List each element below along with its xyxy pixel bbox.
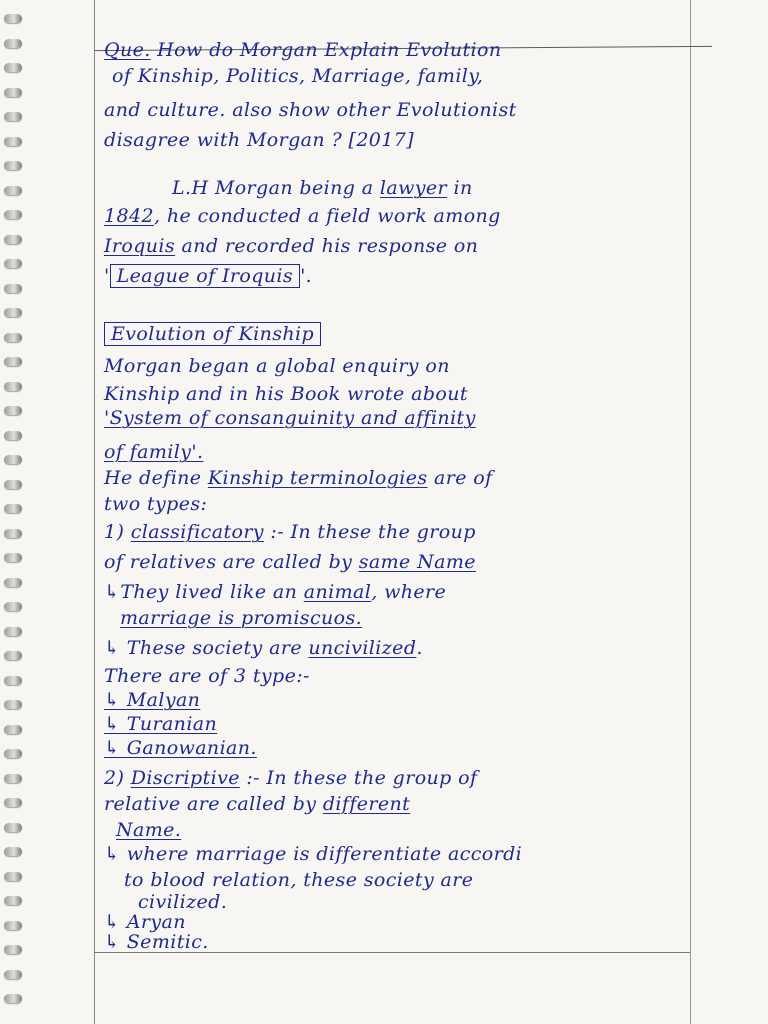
question-line-2: of Kinship, Politics, Marriage, family, xyxy=(112,65,484,87)
body-line-3: 'System of consanguinity and affinity xyxy=(104,407,476,429)
spiral-ring xyxy=(4,651,22,660)
spiral-ring xyxy=(4,798,22,807)
intro-iroquis: Iroquis xyxy=(104,235,176,257)
spiral-ring xyxy=(4,308,22,317)
spiral-ring xyxy=(4,406,22,415)
spiral-ring xyxy=(4,284,22,293)
spiral-ring xyxy=(4,774,22,783)
body-text: , where xyxy=(371,581,447,603)
question-line-4: disagree with Morgan ? [2017] xyxy=(104,129,415,151)
intro-quote: '. xyxy=(300,265,313,287)
spiral-ring xyxy=(4,39,22,48)
body-line-19: ↳ where marriage is differentiate accordi xyxy=(104,843,523,865)
spiral-ring xyxy=(4,259,22,268)
left-margin-line xyxy=(94,0,95,1024)
spiral-ring xyxy=(4,921,22,930)
spiral-ring xyxy=(4,847,22,856)
body-line-6: two types: xyxy=(104,493,208,515)
spiral-ring xyxy=(4,970,22,979)
body-line-9 xyxy=(104,580,446,604)
spiral-ring xyxy=(4,504,22,513)
body-line-14: ↳ Turanian xyxy=(104,713,218,735)
spiral-ring xyxy=(4,14,22,23)
body-text: :- In these the group xyxy=(263,521,476,543)
intro-line-4 xyxy=(104,264,312,288)
body-text: ↳They lived like an xyxy=(104,581,304,603)
intro-quote: ' xyxy=(104,265,110,287)
body-line-8 xyxy=(104,550,476,574)
body-line-12: There are of 3 type:- xyxy=(104,665,310,687)
body-line-18: Name. xyxy=(116,819,182,841)
spiral-ring xyxy=(4,602,22,611)
spiral-ring xyxy=(4,872,22,881)
body-line-10: marriage is promiscuos. xyxy=(120,607,363,629)
intro-year: 1842 xyxy=(104,205,154,227)
intro-book-title: League of Iroquis xyxy=(110,264,300,288)
body-line-16 xyxy=(104,766,477,790)
body-line-17 xyxy=(104,792,410,816)
body-text: He define xyxy=(104,467,208,489)
spiral-ring xyxy=(4,994,22,1003)
intro-text: L.H Morgan being a xyxy=(172,177,380,199)
question-line-3: and culture. also show other Evolutionist xyxy=(104,99,517,121)
intro-line-2 xyxy=(104,204,501,228)
body-text: :- In these the group of xyxy=(239,767,478,789)
body-underlined: Kinship terminologies xyxy=(207,467,428,489)
body-line-7 xyxy=(104,520,476,544)
right-margin-line xyxy=(690,0,691,1024)
spiral-ring xyxy=(4,63,22,72)
spiral-ring xyxy=(4,725,22,734)
spiral-ring xyxy=(4,186,22,195)
question-text-1: How do Morgan Explain Evolution xyxy=(157,39,502,61)
question-prefix: Que. xyxy=(104,39,151,61)
body-text: 1) xyxy=(104,521,131,543)
body-underlined: uncivilized xyxy=(308,637,417,659)
spiral-ring xyxy=(4,480,22,489)
intro-text: , he conducted a field work among xyxy=(153,205,501,227)
body-line-23: ↳ Semitic. xyxy=(104,931,209,953)
body-line-4: of family'. xyxy=(104,441,204,463)
spiral-ring xyxy=(4,431,22,440)
spiral-ring xyxy=(4,235,22,244)
spiral-ring xyxy=(4,553,22,562)
spiral-ring xyxy=(4,823,22,832)
spiral-ring xyxy=(4,627,22,636)
spiral-ring xyxy=(4,88,22,97)
body-line-13: ↳ Malyan xyxy=(104,689,201,711)
spiral-ring xyxy=(4,112,22,121)
body-underlined: different xyxy=(322,793,411,815)
question-line-1 xyxy=(104,38,502,62)
body-underlined: animal xyxy=(303,581,372,603)
body-underlined: classificatory xyxy=(130,521,264,543)
spiral-ring xyxy=(4,210,22,219)
section-heading: Evolution of Kinship xyxy=(104,322,321,346)
body-text: ↳ These society are xyxy=(104,637,309,659)
spiral-ring xyxy=(4,700,22,709)
spiral-ring xyxy=(4,137,22,146)
body-line-21: civilized. xyxy=(138,891,228,913)
intro-text: in xyxy=(447,177,473,199)
spiral-ring xyxy=(4,161,22,170)
section-heading-line xyxy=(104,322,321,346)
spiral-binding xyxy=(0,0,30,1024)
intro-text: and recorded his response on xyxy=(175,235,479,257)
body-line-2: Kinship and in his Book wrote about xyxy=(104,383,468,405)
body-text: . xyxy=(416,637,423,659)
body-line-1: Morgan began a global enquiry on xyxy=(104,355,450,377)
spiral-ring xyxy=(4,578,22,587)
body-line-11 xyxy=(104,636,423,660)
body-text: of relatives are called by xyxy=(104,551,359,573)
body-line-15: ↳ Ganowanian. xyxy=(104,737,257,759)
spiral-ring xyxy=(4,945,22,954)
body-underlined: Discriptive xyxy=(130,767,240,789)
body-text: are of xyxy=(427,467,493,489)
body-line-20: to blood relation, these society are xyxy=(124,869,474,891)
body-line-5 xyxy=(104,466,493,490)
intro-underlined: lawyer xyxy=(379,177,448,199)
spiral-ring xyxy=(4,676,22,685)
spiral-ring xyxy=(4,896,22,905)
spiral-ring xyxy=(4,357,22,366)
body-text: 2) xyxy=(104,767,131,789)
spiral-ring xyxy=(4,333,22,342)
spiral-ring xyxy=(4,455,22,464)
body-line-22: ↳ Aryan xyxy=(104,911,186,933)
body-text: relative are called by xyxy=(104,793,323,815)
spiral-ring xyxy=(4,749,22,758)
body-underlined: same Name xyxy=(358,551,476,573)
spiral-ring xyxy=(4,529,22,538)
intro-line-1 xyxy=(172,176,473,200)
intro-line-3 xyxy=(104,234,478,258)
spiral-ring xyxy=(4,382,22,391)
